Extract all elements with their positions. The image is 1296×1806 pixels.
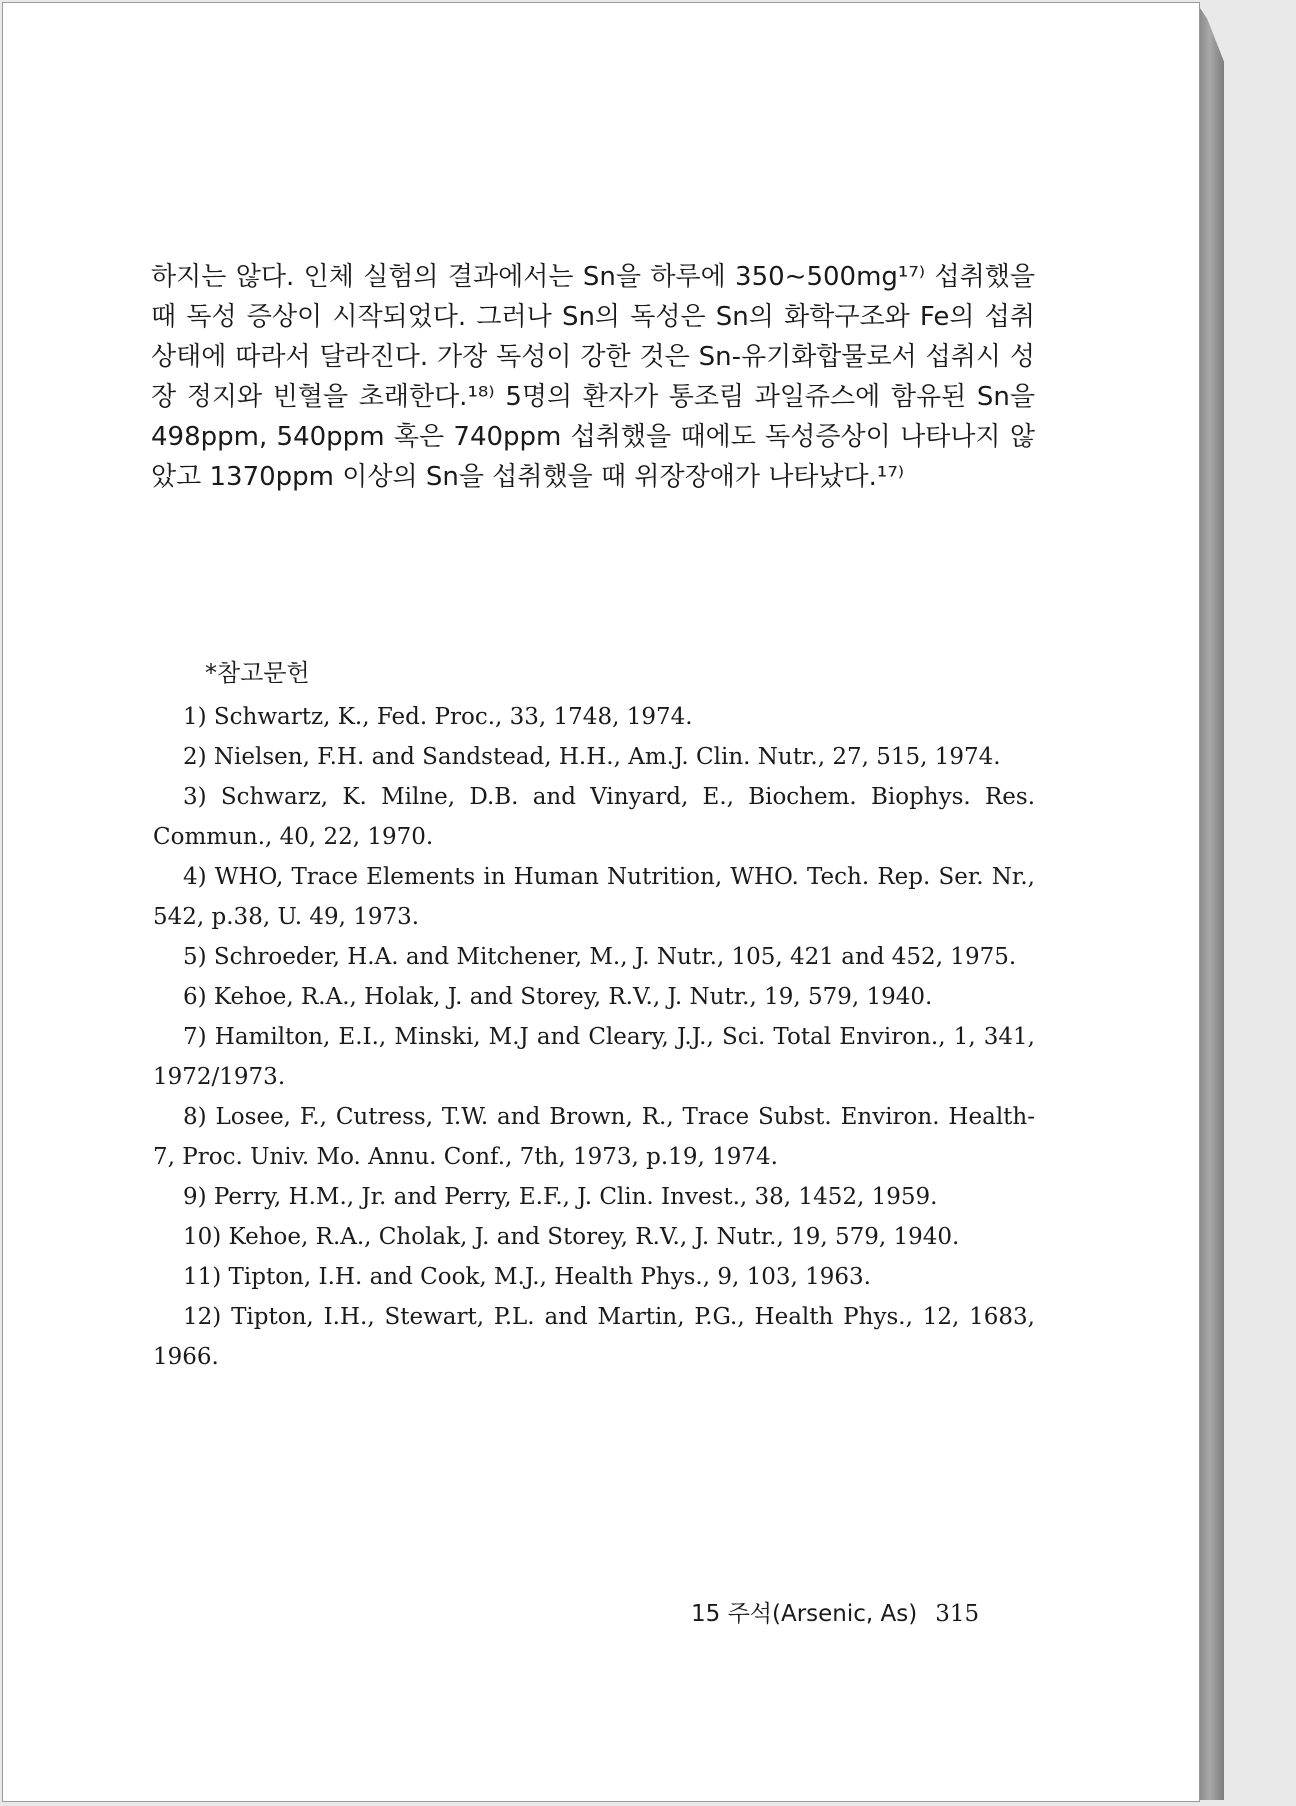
book-page [2, 2, 1200, 1802]
page-number: 315 [935, 1601, 980, 1627]
reference-item: 4) WHO, Trace Elements in Human Nutrition, WHO. Tech. Rep. Ser. Nr., 542, p.38, U. 49, 1973. [153, 864, 1035, 930]
reference-item: 12) Tipton, I.H., Stewart, P.L. and Martin, P.G., Health Phys., 12, 1683, 1966. [153, 1304, 1035, 1370]
reference-item: 7) Hamilton, E.I., Minski, M.J and Cleary, J.J., Sci. Total Environ., 1, 341, 1972/1973. [153, 1024, 1035, 1090]
references-heading: *참고문헌 [205, 659, 310, 687]
running-title: 15 주석(Arsenic, As) [691, 1601, 918, 1627]
page-footer [691, 1595, 979, 1628]
references-list [153, 697, 1035, 1377]
reference-item: 11) Tipton, I.H. and Cook, M.J., Health Phys., 9, 103, 1963. [183, 1264, 871, 1290]
page-edge-shadow [1200, 8, 1224, 1800]
reference-item: 3) Schwarz, K. Milne, D.B. and Vinyard, E., Biochem. Biophys. Res. Commun., 40, 22, 1970. [153, 784, 1035, 850]
reference-item: 5) Schroeder, H.A. and Mitchener, M., J. Nutr., 105, 421 and 452, 1975. [183, 944, 1017, 970]
reference-item: 8) Losee, F., Cutress, T.W. and Brown, R., Trace Subst. Environ. Health-7, Proc. Univ. Mo. Annu. Conf., 7th, 1973, p.19, 1974. [153, 1104, 1035, 1170]
reference-item: 2) Nielsen, F.H. and Sandstead, H.H., Am.J. Clin. Nutr., 27, 515, 1974. [183, 744, 1001, 770]
body-paragraph: 하지는 않다. 인체 실험의 결과에서는 Sn을 하루에 350∼500mg¹⁷⁾ 섭취했을 때 독성 증상이 시작되었다. 그러나 Sn의 독성은 Sn의 화학구조와 Fe의 섭취상태에 따라서 달라진다. 가장 독성이 강한 것은 Sn-유기화합물로서 섭취시 성장 정지와 빈혈을 초래한다.¹⁸⁾ 5명의 환자가 통조림 과일쥬스에 함유된 Sn을 498ppm, 540ppm 혹은 740ppm 섭취했을 때에도 독성증상이 나타나지 않았고 1370ppm 이상의 Sn을 섭취했을 때 위장장애가 나타났다.¹⁷⁾ [151, 262, 1035, 492]
reference-item: 6) Kehoe, R.A., Holak, J. and Storey, R.V., J. Nutr., 19, 579, 1940. [183, 984, 933, 1010]
reference-item: 10) Kehoe, R.A., Cholak, J. and Storey, R.V., J. Nutr., 19, 579, 1940. [183, 1224, 960, 1250]
reference-item: 1) Schwartz, K., Fed. Proc., 33, 1748, 1974. [183, 704, 693, 730]
reference-item: 9) Perry, H.M., Jr. and Perry, E.F., J. Clin. Invest., 38, 1452, 1959. [183, 1184, 938, 1210]
